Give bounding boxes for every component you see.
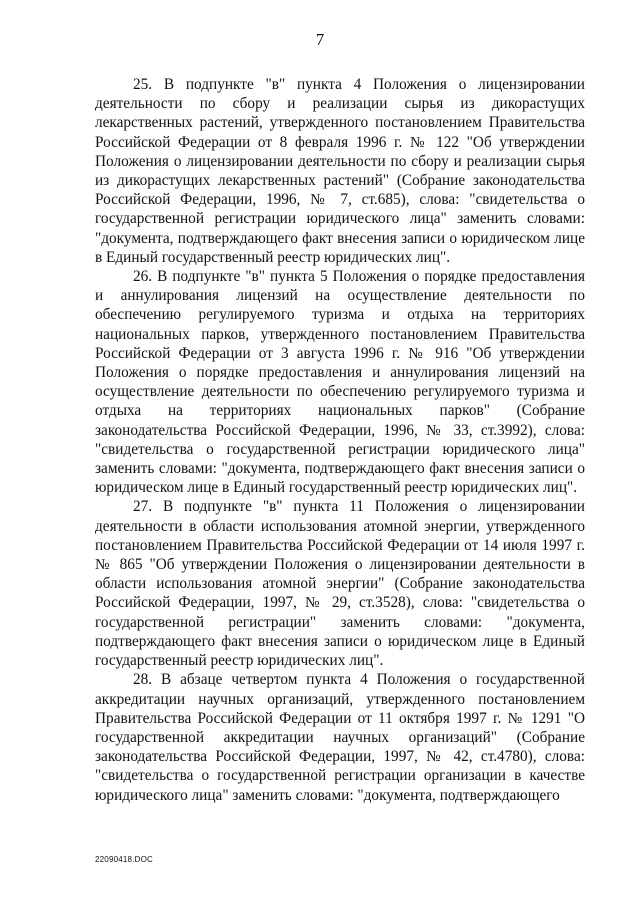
- paragraph-26: 26. В подпункте "в" пункта 5 Положения о порядке предоставления и аннулирования лицензий на осуществление деятельности по обеспечению регулируемого туризма и отдыха на территориях национальных парков, утвержденного постановлением Правительства Российской Федерации от 3 августа 1996 г. № 916 "Об утверждении Положения о порядке предоставления и аннулирования лицензий на осуществление деятельности по обеспечению регулируемого туризма и отдыха на территориях национальных парков" (Собрание законодательства Российской Федерации, 1996, № 33, ст.3992), слова: "свидетельства о государственной регистрации юридического лица" заменить словами: "документа, подтверждающего факт внесения записи о юридическом лице в Единый государственный реестр юридических лиц".: [95, 268, 585, 497]
- document-body: [95, 75, 585, 805]
- paragraph-28: 28. В абзаце четвертом пункта 4 Положения о государственной аккредитации научных организаций, утвержденного постановлением Правительства Российской Федерации от 11 октября 1997 г. № 1291 "О государственной аккредитации научных организаций" (Собрание законодательства Российской Федерации, 1997, № 42, ст.4780), слова: "свидетельства о государственной регистрации организации в качестве юридического лица" заменить словами: "документа, подтверждающего: [95, 671, 585, 804]
- paragraph-27: 27. В подпункте "в" пункта 11 Положения о лицензировании деятельности в области использования атомной энергии, утвержденного постановлением Правительства Российской Федерации от 14 июля 1997 г. № 865 "Об утверждении Положения о лицензировании деятельности в области использования атомной энергии" (Собрание законодательства Российской Федерации, 1997, № 29, ст.3528), слова: "свидетельства о государственной регистрации" заменить словами: "документа, подтверждающего факт внесения записи о юридическом лице в Единый государственный реестр юридических лиц".: [95, 498, 585, 670]
- document-file-id: 22090418.DOC: [95, 855, 153, 864]
- page-number: 7: [315, 30, 325, 49]
- paragraph-25: 25. В подпункте "в" пункта 4 Положения о лицензировании деятельности по сбору и реализации сырья из дикорастущих лекарственных растений, утвержденного постановлением Правительства Российской Федерации от 8 февраля 1996 г. № 122 "Об утверждении Положения о лицензировании деятельности по сбору и реализации сырья из дикорастущих лекарственных растений" (Собрание законодательства Российской Федерации, 1996, № 7, ст.685), слова: "свидетельства о государственной регистрации юридического лица" заменить словами: "документа, подтверждающего факт внесения записи о юридическом лице в Единый государственный реестр юридических лиц".: [95, 76, 585, 266]
